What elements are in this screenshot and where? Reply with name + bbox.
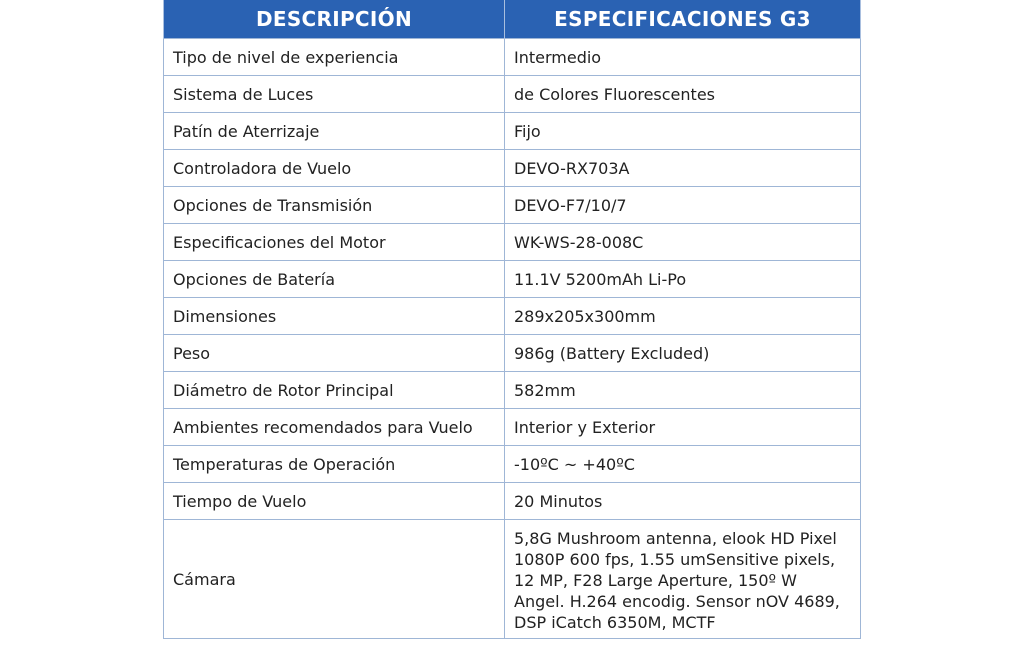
- row-label: Cámara: [164, 520, 505, 639]
- row-value: 20 Minutos: [505, 483, 861, 520]
- row-label: Especificaciones del Motor: [164, 224, 505, 261]
- row-label: Opciones de Transmisión: [164, 187, 505, 224]
- row-label: Tiempo de Vuelo: [164, 483, 505, 520]
- row-value: 11.1V 5200mAh Li-Po: [505, 261, 861, 298]
- row-label: Tipo de nivel de experiencia: [164, 39, 505, 76]
- row-value: 986g (Battery Excluded): [505, 335, 861, 372]
- header-specifications: ESPECIFICACIONES G3: [505, 0, 861, 39]
- row-value: 289x205x300mm: [505, 298, 861, 335]
- table-row: [164, 113, 861, 150]
- table-row: [164, 261, 861, 298]
- table-row: [164, 224, 861, 261]
- specifications-table: [163, 0, 861, 639]
- row-value: Intermedio: [505, 39, 861, 76]
- row-label: Patín de Aterrizaje: [164, 113, 505, 150]
- row-value: WK-WS-28-008C: [505, 224, 861, 261]
- row-label: Diámetro de Rotor Principal: [164, 372, 505, 409]
- table-row: [164, 76, 861, 113]
- table-row: [164, 520, 861, 639]
- row-label: Controladora de Vuelo: [164, 150, 505, 187]
- row-label: Temperaturas de Operación: [164, 446, 505, 483]
- table-row: [164, 39, 861, 76]
- row-label: Peso: [164, 335, 505, 372]
- table-row: [164, 372, 861, 409]
- row-value: 5,8G Mushroom antenna, elook HD Pixel 1080P 600 fps, 1.55 umSensitive pixels, 12 MP, F28 Large Aperture, 150º W Angel. H.264 encodig. Sensor nOV 4689, DSP iCatch 6350M, MCTF: [505, 520, 861, 639]
- row-value: DEVO-RX703A: [505, 150, 861, 187]
- header-description: DESCRIPCIÓN: [164, 0, 505, 39]
- table-row: [164, 298, 861, 335]
- table-row: [164, 187, 861, 224]
- row-value: 582mm: [505, 372, 861, 409]
- row-value: de Colores Fluorescentes: [505, 76, 861, 113]
- row-value: -10ºC ~ +40ºC: [505, 446, 861, 483]
- row-value: Fijo: [505, 113, 861, 150]
- row-label: Opciones de Batería: [164, 261, 505, 298]
- row-value: DEVO-F7/10/7: [505, 187, 861, 224]
- row-label: Sistema de Luces: [164, 76, 505, 113]
- table-row: [164, 483, 861, 520]
- table-row: [164, 409, 861, 446]
- row-label: Dimensiones: [164, 298, 505, 335]
- table-header-row: [164, 0, 861, 39]
- table-row: [164, 446, 861, 483]
- table-row: [164, 335, 861, 372]
- table-row: [164, 150, 861, 187]
- row-label: Ambientes recomendados para Vuelo: [164, 409, 505, 446]
- row-value: Interior y Exterior: [505, 409, 861, 446]
